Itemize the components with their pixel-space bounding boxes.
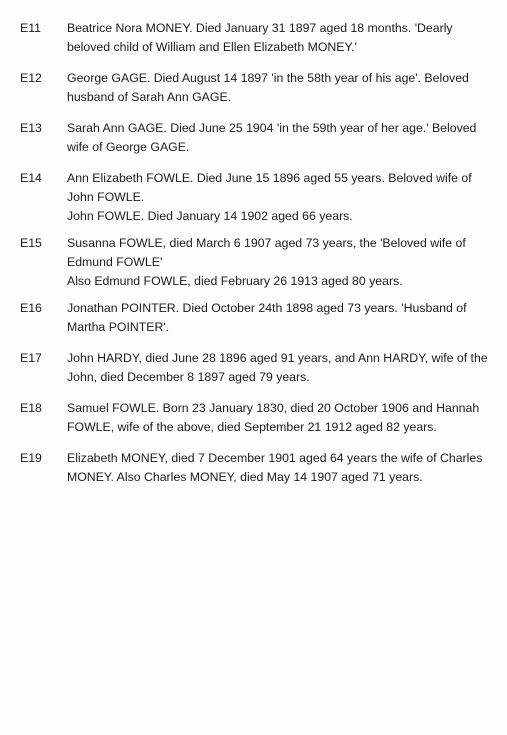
record-line: Samuel FOWLE. Born 23 January 1830, died 20 October 1906 and Hannah: [67, 401, 480, 415]
record-line: John HARDY, died June 28 1896 aged 91 years, and Ann HARDY, wife of the: [67, 351, 488, 365]
record-line: Elizabeth MONEY, died 7 December 1901 aged 64 years the wife of Charles: [67, 451, 483, 465]
record-line: husband of Sarah Ann GAGE.: [67, 90, 232, 104]
record-text: [67, 299, 499, 337]
record-line: FOWLE, wife of the above, died September 21 1912 aged 82 years.: [67, 420, 437, 434]
record-id: E14: [20, 171, 42, 185]
record-line: John FOWLE.: [67, 190, 145, 204]
record-id: E19: [20, 451, 42, 465]
record-text: [67, 169, 499, 226]
record-line: John, died December 8 1897 aged 79 years.: [67, 370, 310, 384]
record-text: [67, 349, 499, 387]
record-line: beloved child of William and Ellen Elizabeth MONEY.': [67, 40, 357, 54]
record-line: Also Edmund FOWLE, died February 26 1913 aged 80 years.: [67, 274, 403, 288]
record-text: [67, 119, 499, 157]
record-line: wife of George GAGE.: [67, 140, 190, 154]
record-line: Susanna FOWLE, died March 6 1907 aged 73 years, the 'Beloved wife of: [67, 236, 466, 250]
record-id: E11: [20, 21, 41, 35]
record-text: [67, 234, 499, 291]
record-id: E15: [20, 236, 42, 250]
record-line: MONEY. Also Charles MONEY, died May 14 1907 aged 71 years.: [67, 470, 423, 484]
record-line: Sarah Ann GAGE. Died June 25 1904 'in the 59th year of her age.' Beloved: [67, 121, 477, 135]
record-line: John FOWLE. Died January 14 1902 aged 66 years.: [67, 209, 353, 223]
record-line: George GAGE. Died August 14 1897 'in the 58th year of his age'. Beloved: [67, 71, 469, 85]
record-line: Jonathan POINTER. Died October 24th 1898 aged 73 years. 'Husband of: [67, 301, 467, 315]
record-text: [67, 69, 499, 107]
record-id: E13: [20, 121, 42, 135]
record-id: E16: [20, 301, 42, 315]
record-text: [67, 19, 499, 57]
record-line: Ann Elizabeth FOWLE. Died June 15 1896 aged 55 years. Beloved wife of: [67, 171, 472, 185]
record-id: E18: [20, 401, 42, 415]
record-line: Martha POINTER'.: [67, 320, 170, 334]
record-id: E12: [20, 71, 42, 85]
record-text: [67, 399, 499, 437]
record-id: E17: [20, 351, 42, 365]
record-line: Beatrice Nora MONEY. Died January 31 1897 aged 18 months. 'Dearly: [67, 21, 453, 35]
record-line: Edmund FOWLE': [67, 255, 163, 269]
record-text: [67, 449, 499, 487]
